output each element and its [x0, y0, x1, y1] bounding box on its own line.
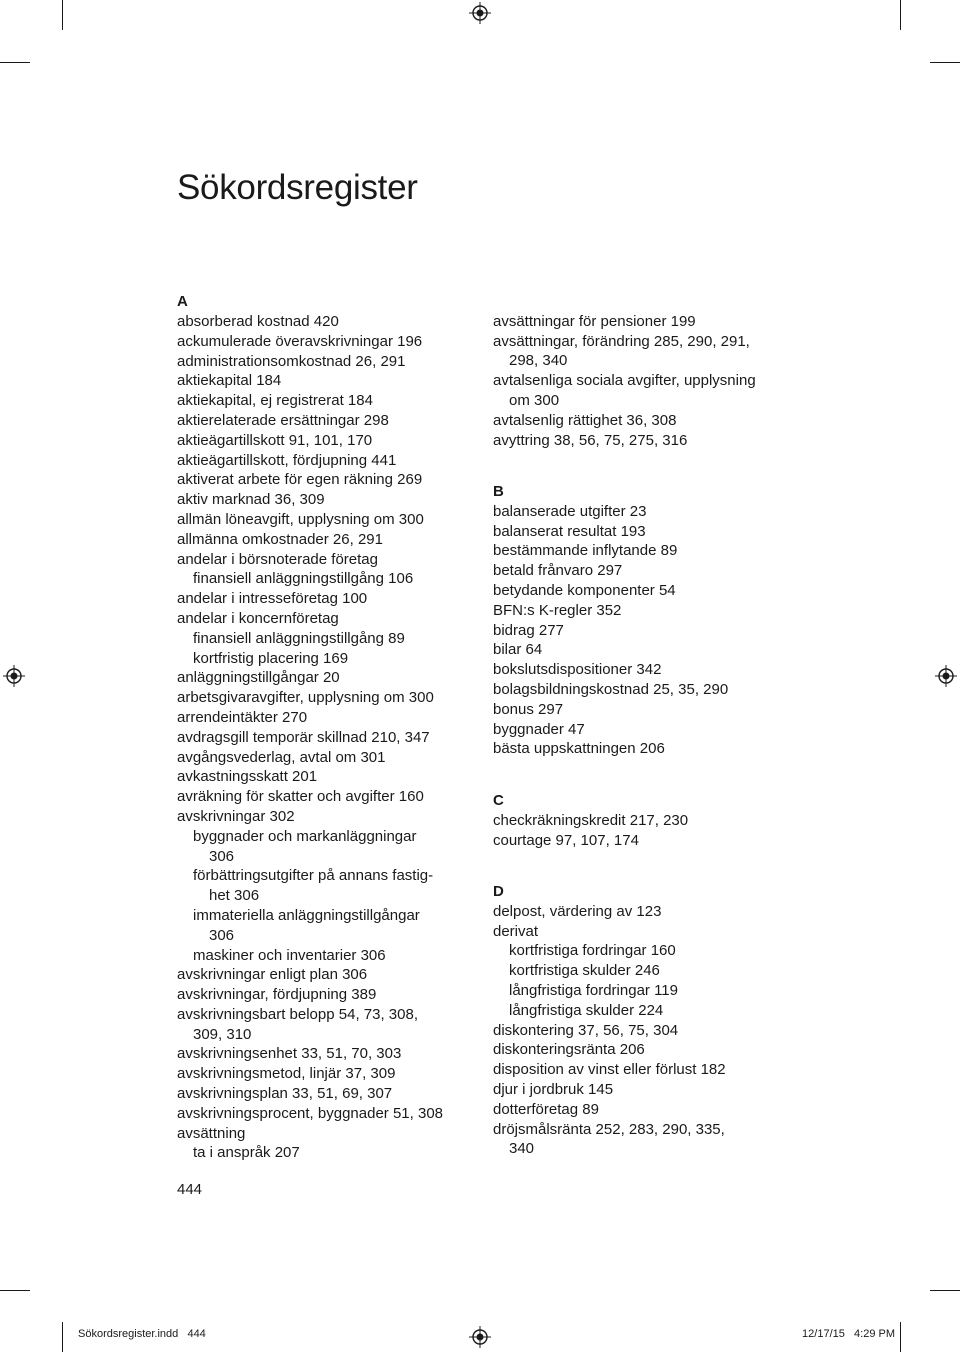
index-entry: courtage 97, 107, 174	[493, 831, 639, 849]
index-entry: avtalsenliga sociala avgifter, upplysning	[493, 372, 756, 390]
spacer	[493, 850, 793, 882]
index-subentry: kortfristiga fordringar 160	[509, 942, 676, 960]
index-subentry: immateriella anläggningstillgångar	[193, 906, 420, 924]
index-entry: djur i jordbruk 145	[493, 1081, 614, 1098]
index-entry: betydande komponenter 54	[493, 582, 676, 600]
index-subentry: kortfristiga skulder 246	[509, 962, 660, 980]
index-entry: avskrivningsbart belopp 54, 73, 308,	[177, 1005, 418, 1023]
crop-mark	[0, 1290, 30, 1291]
index-letter-heading: C	[493, 791, 504, 809]
index-entry: ackumulerade överavskrivningar 196	[177, 332, 423, 350]
index-entry: bilar 64	[493, 641, 543, 659]
index-entry: bästa uppskattningen 206	[493, 740, 665, 758]
crop-mark	[62, 1322, 63, 1352]
index-subentry-continuation: 306	[209, 847, 235, 865]
index-subentry: finansiell anläggningstillgång 106	[193, 570, 414, 588]
index-entry: balanserat resultat 193	[493, 522, 646, 540]
index-subentry: långfristiga fordringar 119	[509, 982, 678, 1000]
index-column-right	[493, 292, 793, 1159]
index-entry: aktieägartillskott 91, 101, 170	[177, 431, 373, 449]
index-entry: bestämmande inflytande 89	[493, 542, 678, 560]
index-entry: avskrivningar 302	[177, 807, 295, 825]
index-entry: allmänna omkostnader 26, 291	[177, 530, 383, 548]
index-subentry: långfristiga skulder 224	[509, 1001, 664, 1019]
index-entry: aktiverat arbete för egen räkning 269	[177, 471, 423, 489]
index-subentry: byggnader och markanläggningar	[193, 827, 417, 845]
index-subentry: kortfristig placering 169	[193, 649, 349, 667]
index-entry: andelar i intresseföretag 100	[177, 590, 368, 608]
spacer	[493, 292, 793, 312]
index-entry: diskonteringsränta 206	[493, 1041, 645, 1059]
crop-mark	[0, 62, 30, 63]
index-entry: andelar i börsnoterade företag	[177, 550, 378, 568]
index-entry: arbetsgivaravgifter, upplysning om 300	[177, 689, 434, 707]
index-subentry-continuation: het 306	[209, 887, 260, 905]
index-entry: avskrivningar, fördjupning 389	[177, 986, 377, 1004]
index-entry: BFN:s K-regler 352	[493, 601, 622, 619]
index-subentry: finansiell anläggningstillgång 89	[193, 629, 405, 647]
crop-mark	[930, 1290, 960, 1291]
page-number: 444	[177, 1181, 203, 1198]
index-entry: balanserade utgifter 23	[493, 502, 647, 520]
index-entry: avtalsenlig rättighet 36, 308	[493, 411, 677, 429]
index-entry: byggnader 47	[493, 720, 585, 738]
index-entry: avkastningsskatt 201	[177, 768, 318, 786]
index-entry: andelar i koncernföretag	[177, 609, 339, 627]
index-entry: aktiekapital, ej registrerat 184	[177, 392, 373, 410]
index-entry: avyttring 38, 56, 75, 275, 316	[493, 431, 688, 449]
slug-date: 12/17/15 4:29 PM	[802, 1328, 895, 1340]
index-column-left	[177, 292, 477, 1163]
index-entry: absorberad kostnad 420	[177, 313, 339, 330]
index-entry: derivat	[493, 922, 539, 940]
index-entry-continuation: 309, 310	[193, 1025, 252, 1043]
index-entry: aktieägartillskott, fördjupning 441	[177, 451, 397, 469]
index-entry: avräkning för skatter och avgifter 160	[177, 788, 424, 806]
index-entry: avskrivningar enligt plan 306	[177, 966, 368, 984]
spacer	[493, 450, 793, 482]
index-entry: avskrivningsplan 33, 51, 69, 307	[177, 1085, 393, 1103]
index-entry: avsättning	[177, 1124, 246, 1142]
index-entry: betald frånvaro 297	[493, 562, 623, 580]
index-entry: bidrag 277	[493, 621, 564, 639]
index-subentry-continuation: 306	[209, 926, 235, 944]
index-subentry: förbättringsutgifter på annans fastig-	[193, 867, 434, 885]
index-entry: aktierelaterade ersättningar 298	[177, 411, 389, 429]
index-entry: diskontering 37, 56, 75, 304	[493, 1021, 679, 1039]
index-entry: avgångsvederlag, avtal om 301	[177, 748, 386, 766]
index-entry: administrationsomkostnad 26, 291	[177, 352, 406, 370]
registration-mark-icon	[469, 1326, 491, 1348]
index-letter-heading: A	[177, 293, 188, 310]
index-entry: aktiekapital 184	[177, 372, 282, 390]
index-letter-heading: B	[493, 482, 504, 500]
crop-mark	[930, 62, 960, 63]
index-entry: bonus 297	[493, 700, 564, 718]
index-entry: avskrivningsenhet 33, 51, 70, 303	[177, 1045, 402, 1063]
index-entry-continuation: 298, 340	[509, 352, 568, 370]
index-entry: delpost, värdering av 123	[493, 902, 662, 920]
index-entry: checkräkningskredit 217, 230	[493, 811, 689, 829]
index-subentry: maskiner och inventarier 306	[193, 946, 386, 964]
page-title: Sökordsregister	[177, 168, 418, 207]
index-entry: avskrivningsmetod, linjär 37, 309	[177, 1065, 396, 1083]
index-entry: avdragsgill temporär skillnad 210, 347	[177, 728, 430, 746]
registration-mark-icon	[469, 2, 491, 24]
index-entry: bokslutsdispositioner 342	[493, 661, 662, 679]
index-entry: dröjsmålsränta 252, 283, 290, 335,	[493, 1120, 725, 1138]
crop-mark	[900, 1322, 901, 1352]
index-entry: bolagsbildningskostnad 25, 35, 290	[493, 681, 729, 699]
index-entry-continuation: om 300	[509, 391, 560, 409]
index-entry: arrendeintäkter 270	[177, 708, 308, 726]
index-entry: avskrivningsprocent, byggnader 51, 308	[177, 1104, 444, 1122]
index-entry: anläggningstillgångar 20	[177, 669, 340, 687]
spacer	[493, 759, 793, 791]
crop-mark	[900, 0, 901, 30]
index-entry: aktiv marknad 36, 309	[177, 491, 325, 509]
index-entry: avsättningar, förändring 285, 290, 291,	[493, 332, 750, 350]
index-entry: allmän löneavgift, upplysning om 300	[177, 510, 424, 528]
crop-mark	[62, 0, 63, 30]
index-subentry: ta i anspråk 207	[193, 1144, 300, 1162]
index-entry-continuation: 340	[509, 1140, 535, 1158]
registration-mark-icon	[935, 665, 957, 687]
index-entry: dotterföretag 89	[493, 1100, 599, 1118]
index-letter-heading: D	[493, 882, 504, 900]
slug-filename: Sökordsregister.indd 444	[78, 1328, 206, 1340]
index-entry: disposition av vinst eller förlust 182	[493, 1061, 726, 1079]
index-entry: avsättningar för pensioner 199	[493, 312, 696, 330]
registration-mark-icon	[3, 665, 25, 687]
